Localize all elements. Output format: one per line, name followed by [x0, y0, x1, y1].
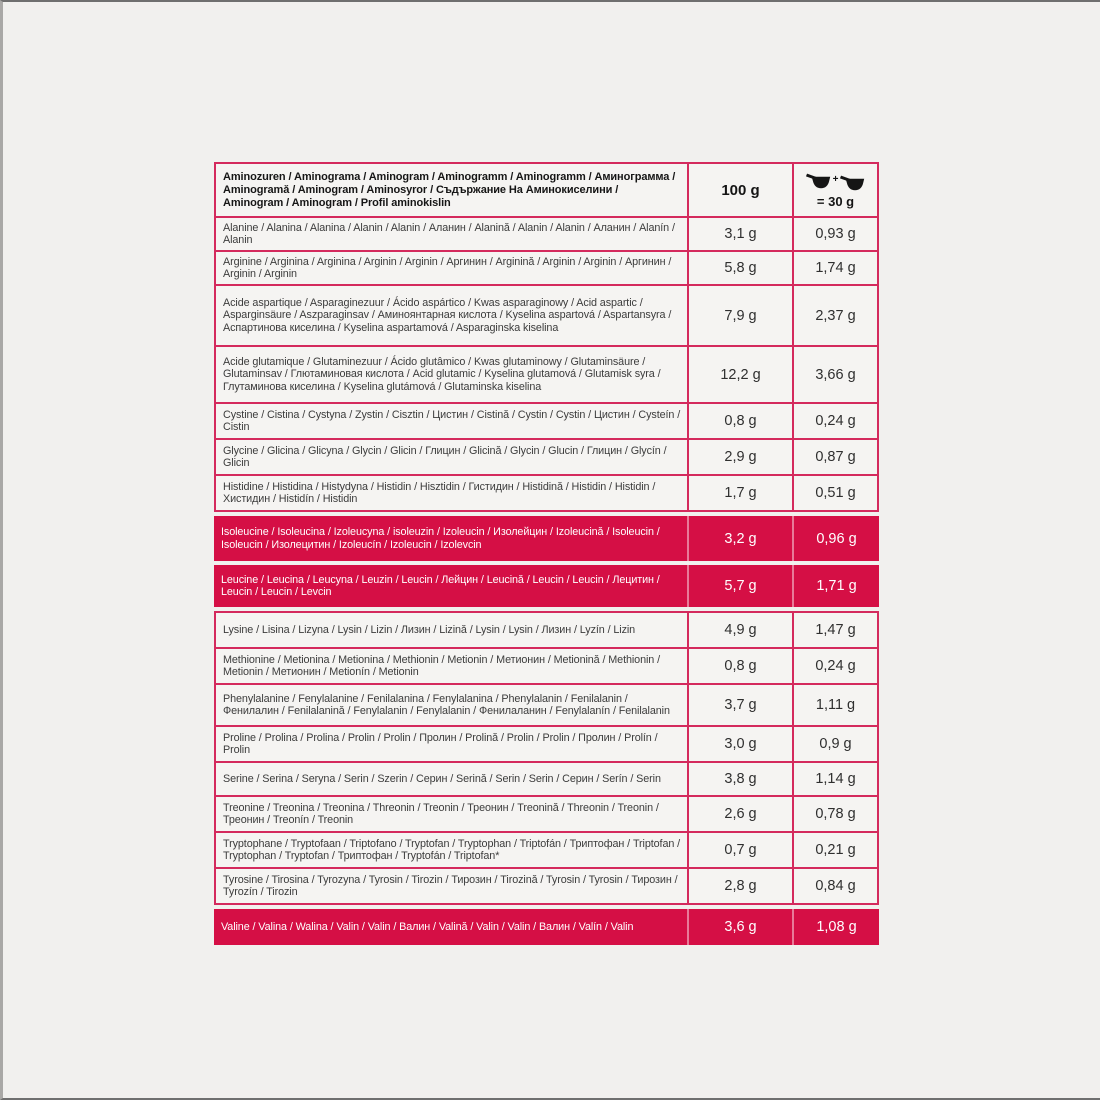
aminogram-table [214, 162, 879, 949]
table-row-alanine [216, 216, 877, 250]
per-30g-cell: 0,96 g [792, 516, 879, 561]
amino-names-cell: Leucine / Leucina / Leucyna / Leuzin / Leucin / Лейцин / Leucină / Leucin / Leucin / Лецитин / Leucin / Leucin / Levcin [221, 573, 660, 598]
per-30g-cell: 1,08 g [792, 909, 879, 945]
per-100g-cell: 4,9 g [687, 613, 792, 647]
table-row-leucine-highlighted [214, 565, 879, 607]
per-30g-cell: 0,78 g [792, 797, 877, 831]
per-100g-cell: 0,8 g [687, 649, 792, 683]
per-100g-cell: 3,2 g [687, 516, 792, 561]
per-30g-cell: 0,51 g [792, 476, 877, 510]
per-100g-cell: 2,8 g [687, 869, 792, 903]
per-100g-cell: 2,6 g [687, 797, 792, 831]
scoop-pair [805, 171, 867, 193]
header-aminogram-label: Aminozuren / Aminograma / Aminogram / Aminogramm / Aminogramm / Аминограмма / Aminogramă / Aminogram / Aminosyror / Съдържание На Аминокиселини / Aminogram / Aminogram / Profil aminokislin [223, 170, 676, 209]
amino-names-cell: Tyrosine / Tirosina / Tyrozyna / Tyrosin / Tirozin / Тирозин / Tirozină / Tyrosin / Tyrosin / Тирозин / Tyrozín / Tirozin [223, 873, 678, 898]
per-30g-cell: 1,47 g [792, 613, 877, 647]
amino-names-cell: Histidine / Histidina / Histydyna / Histidin / Hisztidin / Гистидин / Histidină / Histidin / Histidin / Хистидин / Histidín / Histidin [223, 480, 656, 505]
table-row-lysine [216, 613, 877, 647]
per-30g-cell: 0,21 g [792, 833, 877, 867]
table-row-aspartic-acid [216, 284, 877, 345]
amino-names-cell: Serine / Serina / Seryna / Serin / Szerin / Серин / Serină / Serin / Serin / Серин / Serín / Serin [223, 772, 661, 785]
table-row-methionine [216, 647, 877, 683]
table-row-glutamic-acid [216, 345, 877, 402]
per-100g-cell: 3,8 g [687, 763, 792, 795]
table-row-proline [216, 725, 877, 761]
measuring-scoop-icon [839, 175, 866, 193]
header-serving-cell [792, 164, 877, 216]
table-row-valine-highlighted [214, 909, 879, 945]
table-row-isoleucine-highlighted [214, 516, 879, 561]
per-30g-cell: 1,11 g [792, 685, 877, 725]
per-30g-cell: 2,37 g [792, 286, 877, 345]
per-30g-cell: 0,84 g [792, 869, 877, 903]
table-segment-top [214, 162, 879, 512]
per-30g-cell: 1,14 g [792, 763, 877, 795]
amino-names-cell: Valine / Valina / Walina / Valin / Valin / Валин / Valină / Valin / Valin / Валин / Valín / Valin [221, 920, 634, 933]
amino-names-cell: Isoleucine / Isoleucina / Izoleucyna / isoleuzin / Izoleucin / Изолейцин / Izoleucină / Isoleucin / Isoleucin / Изолецитин / Izoleucín / Izoleucin / Izolevcin [221, 526, 660, 551]
per-100g-cell: 3,7 g [687, 685, 792, 725]
per-100g-cell: 2,9 g [687, 440, 792, 474]
per-100g-cell: 5,7 g [687, 565, 792, 607]
plus-sign: + [832, 173, 839, 185]
amino-names-cell: Cystine / Cistina / Cystyna / Zystin / Cisztin / Цистин / Cistină / Cystin / Cystin / Цистин / Cysteín / Cistin [223, 408, 681, 433]
per-30g-cell: 1,74 g [792, 252, 877, 284]
amino-names-cell: Methionine / Metionina / Metionina / Methionin / Metionin / Метионин / Metionină / Methionin / Metionin / Метионин / Metionín / Metionin [223, 653, 660, 678]
amino-names-cell: Treonine / Treonina / Treonina / Threonin / Treonin / Треонин / Treonină / Threonin / Treonin / Треонин / Treonín / Treonin [223, 801, 659, 826]
table-row-serine [216, 761, 877, 795]
per-30g-cell: 0,24 g [792, 649, 877, 683]
table-row-phenylalanine [216, 683, 877, 725]
per-100g-cell: 0,8 g [687, 404, 792, 438]
per-30g-cell: 3,66 g [792, 347, 877, 402]
amino-names-cell: Acide glutamique / Glutaminezuur / Ácido glutâmico / Kwas glutaminowy / Glutaminsäure / Glutaminsav / Глютаминовая кислота / Acid glutamic / Kyselina glutamová / Glutamisk syra / Глутаминова киселина / Kyselina glutámová / Glutaminska kiselina [223, 355, 661, 393]
amino-names-cell: Arginine / Arginina / Arginina / Arginin / Arginin / Аргинин / Arginină / Arginin / Arginin / Аргинин / Arginin / Arginin [223, 255, 672, 280]
per-100g-cell: 1,7 g [687, 476, 792, 510]
amino-names-cell: Acide aspartique / Asparaginezuur / Ácido aspártico / Kwas asparaginowy / Acid aspartic / Asparginsäure / Aszparaginsav / Аминоянтарная кислота / Kyselina aspartová / Aspartansyra / Аспартинова киселина / Kyselina aspartamová / Asparaginska kiselina [223, 296, 672, 334]
amino-names-cell: Tryptophane / Tryptofaan / Triptofano / Tryptofan / Tryptophan / Triptofán / Триптофан / Triptofan / Tryptophan / Tryptofan / Триптофан / Tryptofán / Triptofan* [223, 837, 681, 862]
table-row-tyrosine [216, 867, 877, 903]
table-row-cystine [216, 402, 877, 438]
per-100g-cell: 3,1 g [687, 218, 792, 250]
amino-names-cell: Proline / Prolina / Prolina / Prolin / Prolin / Пролин / Prolină / Prolin / Prolin / Пролин / Prolín / Prolin [223, 731, 658, 756]
per-30g-cell: 0,24 g [792, 404, 877, 438]
amino-names-cell: Phenylalanine / Fenylalanine / Fenilalanina / Fenylalanina / Phenylalanin / Fenilalanin / Фенилалин / Fenilalanină / Fenylalanin / Fenylalanin / Фенилаланин / Fenylalanín / Fenilalanin [223, 692, 670, 717]
amino-names-cell: Lysine / Lisina / Lizyna / Lysin / Lizin / Лизин / Lizină / Lysin / Lysin / Лизин / Lyzín / Lizin [223, 623, 636, 636]
header-per-scoop-label: = 30 g [816, 194, 855, 209]
table-row-histidine [216, 474, 877, 510]
table-segment-bottom [214, 611, 879, 905]
table-row-threonine [216, 795, 877, 831]
measuring-scoop-icon [805, 173, 832, 191]
per-30g-cell: 1,71 g [792, 565, 879, 607]
per-100g-cell: 5,8 g [687, 252, 792, 284]
table-row-tryptophan [216, 831, 877, 867]
per-30g-cell: 0,87 g [792, 440, 877, 474]
per-30g-cell: 0,93 g [792, 218, 877, 250]
table-row-glycine [216, 438, 877, 474]
header-per-100g-label: 100 g [687, 164, 792, 216]
amino-names-cell: Alanine / Alanina / Alanina / Alanin / Alanin / Аланин / Alanină / Alanin / Alanin / Аланин / Alanín / Alanin [223, 221, 675, 246]
per-30g-cell: 0,9 g [792, 727, 877, 761]
per-100g-cell: 7,9 g [687, 286, 792, 345]
per-100g-cell: 3,6 g [687, 909, 792, 945]
per-100g-cell: 12,2 g [687, 347, 792, 402]
per-100g-cell: 3,0 g [687, 727, 792, 761]
table-row-arginine [216, 250, 877, 284]
per-100g-cell: 0,7 g [687, 833, 792, 867]
amino-names-cell: Glycine / Glicina / Glicyna / Glycin / Glicin / Глицин / Glicină / Glycin / Glucin / Глицин / Glycín / Glicin [223, 444, 667, 469]
table-header-row [216, 164, 877, 216]
